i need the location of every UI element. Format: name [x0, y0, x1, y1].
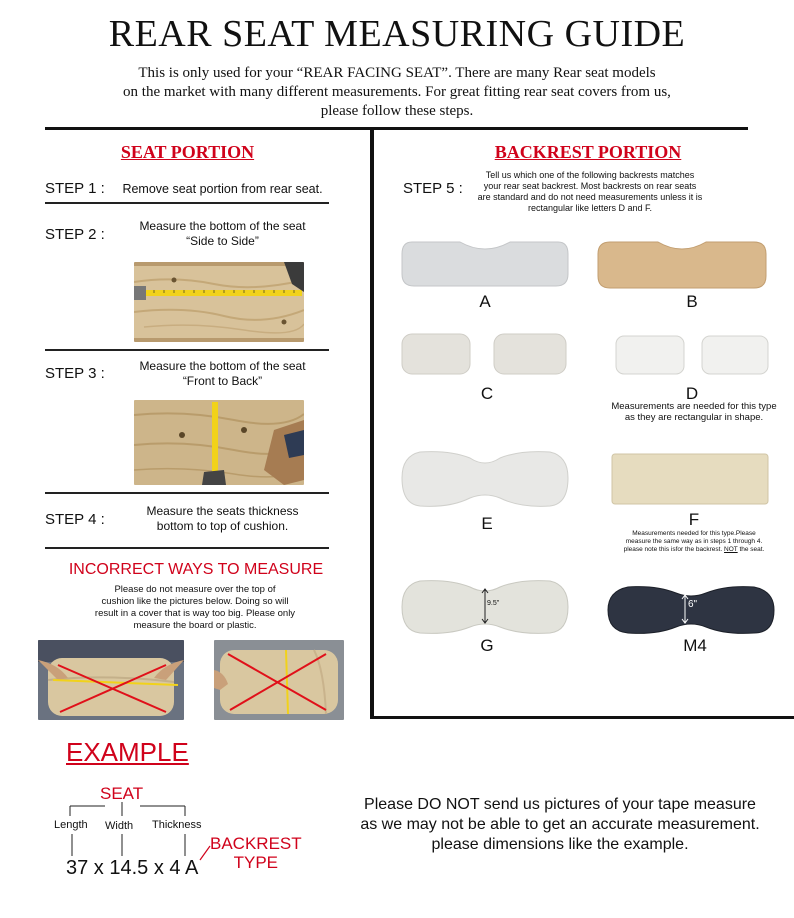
- example-heading: EXAMPLE: [66, 737, 189, 767]
- example-backrest-line-2: TYPE: [233, 853, 279, 872]
- step2-text: [110, 219, 335, 249]
- step1-text: Remove seat portion from rear seat.: [122, 182, 323, 196]
- intro-line-3: please follow these steps.: [320, 103, 474, 119]
- step3-line-2: “Front to Back”: [182, 374, 263, 388]
- step5-text: [470, 170, 710, 214]
- step2-photo: [134, 262, 304, 342]
- step2-label: STEP 2 :: [45, 226, 105, 243]
- note-line-2: as we may not be able to get an accurate measurement.: [360, 816, 760, 833]
- step2-line-1: Measure the bottom of the seat: [139, 219, 306, 233]
- backrest-f-label: F: [688, 510, 700, 529]
- note-line-3: please dimensions like the example.: [431, 836, 689, 853]
- seat-portion-heading: SEAT PORTION: [120, 142, 255, 162]
- example-thickness-label: Thickness: [152, 819, 202, 831]
- example-note: [330, 795, 790, 855]
- backrest-f-image[interactable]: [610, 452, 770, 506]
- plywood-front-to-back-image: [134, 400, 304, 485]
- incorrect-line-2: cushion like the pictures below. Doing so will: [101, 596, 289, 607]
- backrest-e-label: E: [481, 514, 493, 533]
- incorrect-photo-2: [214, 640, 344, 720]
- example-backrest-label: [210, 834, 302, 872]
- incorrect-text: [90, 584, 300, 632]
- backrest-c-label: C: [480, 384, 494, 403]
- f-note-not: NOT: [724, 546, 738, 553]
- backrest-g-label: G: [480, 636, 494, 655]
- backrest-b-label: B: [686, 292, 698, 311]
- f-note-line-2: measure the same way as in steps 1 through 4.: [625, 538, 763, 545]
- center-divider: [370, 127, 374, 719]
- backrest-m4-measure: 6": [688, 599, 698, 610]
- incorrect-photo-1: [38, 640, 184, 720]
- f-note-line-3-end: the seat.: [737, 546, 765, 553]
- step4-divider: [45, 547, 329, 549]
- intro-line-2: on the market with many different measurements. For great fitting rear seat covers from us,: [123, 84, 671, 100]
- plywood-side-to-side-image: [134, 262, 304, 342]
- f-note-line-3: [604, 546, 784, 554]
- incorrect-line-4: measure the board or plastic.: [133, 620, 257, 631]
- backrest-b-image[interactable]: [596, 238, 768, 292]
- step1-label: STEP 1 :: [45, 180, 105, 197]
- top-divider: [45, 127, 748, 130]
- step5-line-2: your rear seat backrest. Most backrests on rear seats: [483, 181, 697, 191]
- backrest-m4-image[interactable]: [606, 583, 776, 637]
- d-note-line-2: as they are rectangular in shape.: [624, 412, 764, 423]
- step4-label: STEP 4 :: [45, 511, 105, 528]
- step5-label: STEP 5 :: [403, 180, 463, 197]
- step4-text: [110, 504, 335, 534]
- step5-line-1: Tell us which one of the following backrests matches: [485, 170, 695, 180]
- f-note-line-3-start: please note this isfor the backrest.: [623, 546, 725, 553]
- note-line-1: Please DO NOT send us pictures of your tape measure: [364, 796, 756, 813]
- intro-line-1: This is only used for your “REAR FACING SEAT”. There are many Rear seat models: [138, 65, 656, 81]
- incorrect-line-3: result in a cover that is way too big. Please only: [94, 608, 296, 619]
- incorrect-measure-image-1: [38, 640, 184, 720]
- d-note-line-1: Measurements are needed for this type: [611, 401, 777, 412]
- backrest-d-note: [604, 401, 784, 423]
- step3-text: [110, 359, 335, 389]
- backrest-a-image[interactable]: [400, 238, 570, 290]
- page-title: REAR SEAT MEASURING GUIDE: [108, 13, 686, 55]
- bottom-divider: [370, 716, 794, 719]
- incorrect-measure-image-2: [214, 640, 344, 720]
- step4-line-1: Measure the seats thickness: [146, 504, 299, 518]
- step3-label: STEP 3 :: [45, 365, 105, 382]
- backrest-m4-label: M4: [683, 636, 707, 655]
- incorrect-heading: INCORRECT WAYS TO MEASURE: [68, 561, 324, 578]
- step2-line-2: “Side to Side”: [186, 234, 259, 248]
- step1-divider: [45, 202, 329, 204]
- example-backrest-line-1: BACKREST: [210, 834, 302, 853]
- step4-line-2: bottom to top of cushion.: [156, 519, 289, 533]
- backrest-e-image[interactable]: [400, 448, 570, 510]
- step2-divider: [45, 349, 329, 351]
- step3-line-1: Measure the bottom of the seat: [139, 359, 306, 373]
- backrest-d-image[interactable]: [614, 334, 770, 376]
- step3-divider: [45, 492, 329, 494]
- example-formula: 37 x 14.5 x 4 A: [66, 857, 199, 879]
- backrest-g-measure: 9.5": [487, 600, 500, 607]
- f-note-line-1: Measurements needed for this type.Please: [632, 530, 756, 537]
- incorrect-line-1: Please do not measure over the top of: [114, 584, 276, 595]
- backrest-f-note: [604, 530, 784, 554]
- step5-line-4: rectangular like letters D and F.: [527, 203, 653, 213]
- backrest-c-image[interactable]: [400, 332, 570, 376]
- example-length-label: Length: [54, 819, 88, 831]
- backrest-portion-heading: BACKREST PORTION: [494, 142, 682, 162]
- intro-text: [80, 64, 714, 121]
- step3-photo: [134, 400, 304, 485]
- backrest-d-label: D: [685, 384, 699, 403]
- backrest-g-image[interactable]: [400, 577, 570, 637]
- example-seat-label: SEAT: [100, 784, 144, 803]
- example-width-label: Width: [105, 820, 134, 832]
- step5-line-3: are standard and do not need measurements unless it is: [477, 192, 703, 202]
- backrest-a-label: A: [479, 292, 491, 311]
